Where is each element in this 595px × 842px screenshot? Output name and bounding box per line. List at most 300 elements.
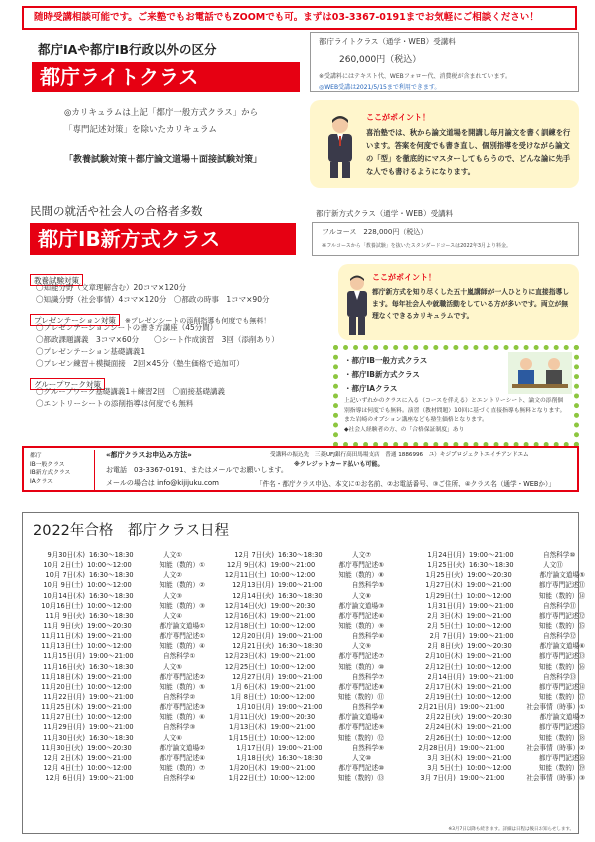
schedule-time: 10:00～12:00 bbox=[87, 763, 132, 772]
schedule-subject: 都庁論文道場⑦ bbox=[539, 713, 585, 722]
schedule-subject: 人文⑨ bbox=[352, 642, 372, 651]
schedule-row bbox=[375, 601, 585, 611]
schedule-row bbox=[184, 753, 384, 763]
schedule-subject: 知能（数的）⑤ bbox=[159, 682, 205, 691]
schedule-row bbox=[184, 550, 384, 560]
apply-tel: お電話 03-3367-0191、またはメールでお願いします。 bbox=[106, 466, 288, 474]
schedule-row bbox=[184, 672, 384, 682]
schedule-time: 19:00～21:00 bbox=[89, 652, 134, 661]
schedule-subject: 自然科学⑬ bbox=[543, 672, 576, 681]
schedule-date: 2月19日(土) bbox=[425, 692, 463, 701]
schedule-date: 1月22日(土) bbox=[228, 774, 267, 783]
apply-bank: 受講料の振込先 三菱UFJ銀行高田馬場支店 普通 1886996 ユ）キジプロジェクトエイチアンドエム bbox=[270, 452, 529, 458]
schedule-date: 3月 7日(月) bbox=[420, 774, 456, 783]
benefit-note: 上記いずれかのクラスに入る（コースを伴える）とエントリーシート、論文の添削個 bbox=[344, 398, 564, 404]
schedule-time: 10:00～12:00 bbox=[87, 581, 132, 590]
schedule-time: 19:00～21:00 bbox=[277, 703, 323, 712]
apply-class-list bbox=[30, 452, 70, 486]
schedule-time: 10:00～12:00 bbox=[270, 692, 315, 701]
schedule-date: 1月 6日(木) bbox=[231, 682, 267, 691]
schedule-row bbox=[375, 641, 585, 651]
schedule-time: 19:00～21:00 bbox=[270, 763, 316, 772]
schedule-date: 1月31日(月) bbox=[427, 601, 465, 610]
schedule-subject: 知能（数的）② bbox=[159, 581, 205, 590]
schedule-row bbox=[375, 651, 585, 661]
schedule-column bbox=[375, 550, 585, 783]
schedule-row bbox=[375, 692, 585, 702]
schedule-date: 1月18日(火) bbox=[236, 753, 274, 762]
schedule-date: 12月 7日(火) bbox=[234, 551, 274, 559]
schedule-row bbox=[0, 702, 205, 712]
new-course-curriculum bbox=[30, 268, 330, 410]
schedule-row bbox=[375, 662, 585, 672]
schedule-date: 2月 3日(木) bbox=[427, 611, 463, 620]
schedule-subject: 都庁専門記述⑫ bbox=[538, 611, 585, 620]
schedule-subject: 自然科学② bbox=[163, 692, 196, 701]
schedule-column bbox=[0, 550, 205, 783]
schedule-date: 1月17日(月) bbox=[236, 743, 274, 752]
schedule-time: 19:00～21:00 bbox=[89, 692, 134, 701]
schedule-time: 16:30～18:30 bbox=[89, 551, 134, 559]
schedule-title: 2022年合格 都庁クラス日程 bbox=[33, 523, 229, 539]
schedule-row bbox=[375, 682, 585, 692]
schedule-row bbox=[184, 773, 384, 783]
schedule-row bbox=[375, 570, 585, 580]
schedule-date: 10月 7日(木) bbox=[45, 571, 85, 580]
schedule-row bbox=[375, 580, 585, 590]
schedule-row bbox=[375, 621, 585, 631]
schedule-row bbox=[0, 712, 205, 722]
schedule-date: 2月24日(木) bbox=[425, 723, 463, 732]
schedule-subject: 知能（数的）① bbox=[159, 561, 205, 570]
application-box bbox=[22, 446, 579, 492]
schedule-subject: 自然科学⑧ bbox=[351, 703, 384, 712]
schedule-subject: 都庁論文道場① bbox=[159, 621, 205, 630]
schedule-date: 12月13日(月) bbox=[232, 581, 274, 590]
schedule-time: 19:00～21:00 bbox=[466, 682, 512, 691]
schedule-time: 10:00～12:00 bbox=[466, 591, 512, 600]
schedule-subject: 都庁専門記述③ bbox=[159, 703, 205, 712]
schedule-subject: 知能（数的）④ bbox=[159, 642, 205, 651]
light-course-heading: 都庁ⅠAや都庁ⅠB行政以外の区分 bbox=[38, 42, 217, 57]
curriculum-line: 〇エントリーシートの添削指導は何度でも無料 bbox=[36, 399, 194, 408]
schedule-time: 19:00～20:30 bbox=[87, 621, 132, 630]
schedule-date: 2月 8日(火) bbox=[427, 642, 464, 651]
schedule-time: 19:00～21:00 bbox=[270, 652, 316, 661]
light-fee-note: ※受講料にはテキスト代、WEBフォロー代、消費税が含まれています。 bbox=[319, 73, 511, 80]
benefits-box bbox=[333, 345, 579, 447]
light-point-box bbox=[310, 100, 579, 188]
schedule-date: 12月21日(火) bbox=[232, 642, 274, 651]
schedule-subject: 人文⑪ bbox=[543, 561, 563, 570]
schedule-time: 19:00～21:00 bbox=[459, 743, 505, 752]
schedule-date: 1月20日(木) bbox=[229, 763, 267, 772]
schedule-time: 19:00～20:30 bbox=[270, 601, 316, 610]
schedule-subject: 知能（数的）⑫ bbox=[337, 733, 384, 742]
schedule-subject: 都庁専門記述⑧ bbox=[338, 682, 384, 691]
schedule-subject: 自然科学⑥ bbox=[351, 632, 384, 641]
schedule-row bbox=[375, 773, 585, 783]
schedule-subject: 自然科学⑤ bbox=[351, 581, 384, 590]
schedule-row bbox=[375, 672, 585, 682]
schedule-date: 12月16日(木) bbox=[224, 611, 267, 620]
schedule-subject: 社会事情（時事）③ bbox=[526, 774, 585, 783]
schedule-date: 11月20日(土) bbox=[41, 682, 84, 691]
schedule-subject: 人文⑩ bbox=[352, 753, 372, 762]
schedule-date: 12月23日(木) bbox=[224, 652, 267, 661]
apply-title: «都庁クラスお申込み方法» bbox=[106, 451, 192, 459]
schedule-date: 2月 7日(月) bbox=[429, 632, 465, 641]
schedule-date: 11月15日(月) bbox=[43, 652, 85, 661]
schedule-date: 10月 2日(土) bbox=[43, 561, 84, 570]
schedule-date: 1月24日(月) bbox=[427, 551, 465, 559]
schedule-date: 12月 9日(木) bbox=[226, 561, 267, 570]
schedule-subject: 自然科学④ bbox=[163, 774, 196, 783]
apply-credit: ※クレジットカード払いも可能。 bbox=[294, 461, 384, 468]
schedule-subject: 知能（数的）⑮ bbox=[538, 621, 585, 630]
schedule-row bbox=[375, 560, 585, 570]
schedule-row bbox=[0, 743, 205, 753]
schedule-subject: 知能（数的）⑨ bbox=[338, 621, 384, 630]
schedule-subject: 都庁専門記述⑯ bbox=[538, 753, 585, 762]
schedule-subject: 自然科学⑦ bbox=[351, 672, 384, 681]
schedule-time: 16:30～18:30 bbox=[89, 591, 134, 600]
schedule-row bbox=[184, 601, 384, 611]
schedule-time: 16:30～18:30 bbox=[278, 591, 323, 600]
schedule-date: 10月14日(木) bbox=[43, 591, 85, 600]
schedule-subject: 都庁論文道場⑥ bbox=[539, 642, 585, 651]
schedule-subject: 都庁専門記述⑦ bbox=[338, 652, 384, 661]
schedule-date: 2月17日(木) bbox=[425, 682, 463, 691]
schedule-row bbox=[184, 570, 384, 580]
schedule-date: 1月29日(土) bbox=[425, 591, 463, 600]
schedule-date: 1月11日(火) bbox=[229, 713, 267, 722]
top-banner: 随時受講相談可能です。ご来塾でもお電話でもZOOMでも可。まずは03-3367-0191までお気軽にご相談ください！ bbox=[22, 6, 577, 30]
schedule-subject: 都庁専門記述⑩ bbox=[338, 763, 384, 772]
schedule-row bbox=[375, 743, 585, 753]
schedule-time: 10:00～12:00 bbox=[270, 662, 316, 671]
new-point-title: ここがポイント！ bbox=[372, 273, 436, 282]
schedule-row bbox=[0, 550, 205, 560]
schedule-row bbox=[184, 591, 384, 601]
schedule-time: 10:00～12:00 bbox=[270, 571, 316, 580]
schedule-row bbox=[184, 712, 384, 722]
schedule-row bbox=[0, 662, 205, 672]
schedule-row bbox=[0, 631, 205, 641]
schedule-row bbox=[375, 712, 585, 722]
schedule-row bbox=[375, 702, 585, 712]
schedule-subject: 知能（数的）⑦ bbox=[159, 763, 205, 772]
schedule-time: 19:00～21:00 bbox=[89, 774, 134, 783]
schedule-time: 19:00～21:00 bbox=[466, 723, 512, 732]
new-fee-amount: フルコース 228,000円（税込） bbox=[322, 228, 428, 236]
schedule-row bbox=[0, 753, 205, 763]
schedule-date: 10月16日(土) bbox=[41, 601, 84, 610]
schedule-date: 11月16日(火) bbox=[43, 662, 85, 671]
schedule-date: 1月25日(火) bbox=[427, 561, 465, 570]
schedule-date: 1月 8日(土) bbox=[230, 692, 267, 701]
schedule-row bbox=[0, 773, 205, 783]
schedule-date: 11月25日(木) bbox=[41, 703, 84, 712]
schedule-time: 10:00～12:00 bbox=[87, 601, 132, 610]
schedule-subject: 社会事情（時事）② bbox=[526, 743, 585, 752]
schedule-subject: 人文⑤ bbox=[163, 662, 183, 671]
schedule-subject: 知能（数的）⑰ bbox=[538, 692, 585, 701]
schedule-time: 19:00～21:00 bbox=[89, 723, 134, 732]
schedule-time: 19:00～21:00 bbox=[469, 551, 514, 559]
schedule-subject: 都庁論文道場② bbox=[159, 743, 205, 752]
new-fee-box bbox=[312, 208, 579, 256]
schedule-date: 12月 4日(土) bbox=[43, 763, 84, 772]
schedule-date: 11月29日(月) bbox=[43, 723, 85, 732]
schedule-time: 19:00～21:00 bbox=[277, 632, 323, 641]
light-web-note: ◎WEB受講は2021/5/15まで利用できます。 bbox=[319, 84, 441, 91]
schedule-subject: 社会事情（時事）① bbox=[526, 703, 585, 712]
teacher-illustration-icon bbox=[320, 114, 360, 180]
schedule-row bbox=[184, 702, 384, 712]
schedule-time: 19:00～21:00 bbox=[270, 561, 316, 570]
schedule-time: 10:00～12:00 bbox=[466, 763, 512, 772]
schedule-time: 19:00～20:30 bbox=[467, 571, 512, 580]
schedule-subject: 知能（数的）⑲ bbox=[538, 763, 585, 772]
apply-class-line: ⅠAクラス bbox=[30, 478, 53, 485]
schedule-date: 2月28日(月) bbox=[418, 743, 456, 752]
light-point-text: 喜治塾では、秋から論文道場を開講し毎月論文を書く訓練を行います。答案を何度でも書き直し、個別指導を受けながら論文の「型」を徹底的にマスターしてもらうので、どんな論に先手な人でも書けるようになります。 bbox=[366, 128, 571, 176]
schedule-footnote: ※3月7日以降も続きます。詳細は日程は後日お知らせします。 bbox=[448, 827, 574, 832]
schedule-subject: 知能（数的）⑯ bbox=[538, 662, 585, 671]
schedule-date: 11月18日(木) bbox=[41, 672, 84, 681]
schedule-time: 19:00～21:00 bbox=[466, 581, 512, 590]
schedule-row bbox=[0, 621, 205, 631]
schedule-time: 19:00～20:30 bbox=[87, 743, 132, 752]
schedule-row bbox=[184, 733, 384, 743]
schedule-time: 19:00～21:00 bbox=[277, 581, 323, 590]
schedule-time: 16:30～18:30 bbox=[89, 611, 134, 620]
schedule-row bbox=[184, 763, 384, 773]
light-course-banner: 都庁ライトクラス bbox=[32, 62, 300, 92]
schedule-subject: 人文⑦ bbox=[352, 551, 372, 559]
schedule-subject: 都庁専門記述⑭ bbox=[538, 682, 585, 691]
schedule-row bbox=[0, 641, 205, 651]
schedule-date: 11月13日(土) bbox=[41, 642, 84, 651]
schedule-time: 16:30～18:30 bbox=[89, 571, 134, 580]
schedule-time: 19:00～20:30 bbox=[467, 713, 512, 722]
schedule-row bbox=[0, 692, 205, 702]
schedule-date: 3月 5日(土) bbox=[427, 763, 463, 772]
schedule-subject: 自然科学⑨ bbox=[351, 743, 384, 752]
schedule-subject: 自然科学⑫ bbox=[543, 632, 576, 641]
schedule-time: 19:00～21:00 bbox=[270, 723, 316, 732]
schedule-subject: 人文⑥ bbox=[163, 733, 183, 742]
schedule-time: 19:00～21:00 bbox=[277, 743, 323, 752]
light-fee-amount: 260,000円（税込） bbox=[339, 55, 422, 65]
schedule-time: 19:00～21:00 bbox=[277, 672, 323, 681]
schedule-time: 16:30～18:30 bbox=[278, 551, 323, 559]
presentation-note: ※プレゼンシートの添削指導も何度でも無料！ bbox=[125, 317, 271, 325]
schedule-row bbox=[375, 611, 585, 621]
curriculum-line: 〇グループワーク基礎講義1＋練習2回 〇面接基礎講義 bbox=[36, 387, 225, 396]
schedule-row bbox=[184, 611, 384, 621]
curriculum-line: 〇プレゼン練習＋模擬面接 2回×45分（塾生価格で追加可） bbox=[36, 359, 244, 368]
schedule-time: 19:00～21:00 bbox=[270, 611, 316, 620]
schedule-row bbox=[0, 651, 205, 661]
schedule-row bbox=[184, 641, 384, 651]
schedule-time: 16:30～18:30 bbox=[278, 642, 323, 651]
schedule-time: 19:00～21:00 bbox=[469, 672, 514, 681]
schedule-subject: 自然科学⑪ bbox=[543, 601, 576, 610]
apply-class-line: ⅠB一般クラス bbox=[30, 461, 65, 468]
schedule-date: 2月14日(月) bbox=[427, 672, 465, 681]
schedule-subject: 都庁専門記述④ bbox=[159, 753, 205, 762]
curriculum-line: 〇知能分野（文章理解含む）20コマ×120分 bbox=[36, 283, 187, 292]
schedule-time: 16:30～18:30 bbox=[89, 662, 134, 671]
curriculum-line: 〇プレゼンテーションシートの書き方講座（45分間） bbox=[36, 323, 218, 332]
benefit-note: ◆社会人経験者の方、の「合格保証制度」あり bbox=[344, 426, 465, 433]
benefit-class-item: ・都庁ⅠB新方式クラス bbox=[344, 370, 420, 379]
schedule-row bbox=[375, 753, 585, 763]
schedule-date: 10月 9日(土) bbox=[43, 581, 84, 590]
schedule-subject: 都庁専門記述⑤ bbox=[338, 561, 384, 570]
schedule-date: 9月30日(木) bbox=[47, 551, 85, 559]
apply-class-line: ⅠB新方式クラス bbox=[30, 470, 71, 476]
schedule-row bbox=[0, 580, 205, 590]
schedule-subject: 都庁専門記述⑬ bbox=[538, 652, 585, 661]
schedule-box bbox=[22, 512, 585, 834]
schedule-time: 10:00～12:00 bbox=[466, 733, 512, 742]
schedule-date: 1月25日(火) bbox=[425, 571, 464, 580]
curriculum-line: 〇都政課題講義 3コマ×60分 〇シート作成演習 3回（添削あり） bbox=[36, 335, 279, 344]
light-fee-box bbox=[310, 32, 579, 92]
schedule-time: 16:30～18:30 bbox=[278, 753, 323, 762]
schedule-date: 2月22日(火) bbox=[425, 713, 464, 722]
schedule-time: 19:00～20:30 bbox=[467, 642, 512, 651]
schedule-subject: 知能（数的）⑪ bbox=[337, 692, 384, 701]
benefit-note: また岩崎のオプション講座なども塾生価格となります。 bbox=[344, 417, 488, 423]
schedule-subject: 人文② bbox=[163, 571, 183, 580]
schedule-date: 11月30日(火) bbox=[43, 733, 85, 742]
schedule-subject: 都庁論文道場④ bbox=[338, 713, 384, 722]
schedule-time: 19:00～20:30 bbox=[270, 713, 316, 722]
schedule-time: 10:00～12:00 bbox=[87, 682, 132, 691]
light-desc-3: 「教養試験対策＋都庁論文道場＋面接試験対策」 bbox=[64, 155, 263, 165]
schedule-subject: 都庁論文道場⑤ bbox=[539, 571, 585, 580]
schedule-time: 10:00～12:00 bbox=[466, 662, 512, 671]
new-fee-label: 都庁新方式クラス（通学・WEB）受講料 bbox=[316, 209, 454, 218]
schedule-row bbox=[0, 611, 205, 621]
schedule-date: 12月 6日(月) bbox=[45, 774, 85, 783]
schedule-time: 10:00～12:00 bbox=[87, 561, 132, 570]
benefit-class-item: ・都庁ⅠB一般方式クラス bbox=[344, 356, 428, 365]
schedule-date: 12月18日(土) bbox=[224, 621, 267, 630]
curriculum-line: 〇知識分野（社会事情）4コマ×120分 〇都政の時事 1コマ×90分 bbox=[36, 295, 270, 304]
schedule-subject: 人文③ bbox=[163, 591, 183, 600]
apply-class-line: 都庁 bbox=[30, 453, 42, 459]
teacher-illustration-icon bbox=[344, 274, 370, 336]
schedule-row bbox=[184, 580, 384, 590]
apply-mail: メールの場合は info@kijijuku.com bbox=[106, 479, 219, 487]
schedule-subject: 知能（数的）⑧ bbox=[338, 571, 384, 580]
schedule-row bbox=[0, 733, 205, 743]
schedule-time: 10:00～12:00 bbox=[270, 733, 315, 742]
schedule-time: 10:00～12:00 bbox=[87, 713, 132, 722]
new-course-heading: 民間の就活や社会人の合格者多数 bbox=[30, 204, 203, 218]
schedule-column bbox=[184, 550, 384, 783]
schedule-subject: 都庁専門記述⑮ bbox=[538, 723, 585, 732]
schedule-row bbox=[0, 591, 205, 601]
schedule-subject: 都庁専門記述① bbox=[159, 632, 205, 641]
schedule-date: 2月12日(土) bbox=[425, 662, 463, 671]
schedule-date: 11月 9日(火) bbox=[43, 621, 84, 630]
new-fee-note: ※フルコースから「教養試験」を抜いたスタンダードコースは2022年3月より料金。 bbox=[322, 243, 511, 249]
schedule-date: 1月10日(月) bbox=[236, 703, 274, 712]
apply-subject: 「件名・都庁クラス申込、本文に①お名前、②お電話番号、③ご住所、④クラス名（通学・WEBか）」 bbox=[256, 480, 555, 488]
schedule-date: 12月14日(火) bbox=[224, 601, 267, 610]
schedule-subject: 知能（数的）⑩ bbox=[338, 662, 384, 671]
schedule-time: 10:00～12:00 bbox=[270, 774, 315, 783]
schedule-subject: 知能（数的）⑭ bbox=[538, 591, 585, 600]
schedule-row bbox=[184, 560, 384, 570]
schedule-row bbox=[375, 591, 585, 601]
schedule-date: 11月22日(月) bbox=[43, 692, 85, 701]
schedule-time: 10:00～12:00 bbox=[87, 642, 132, 651]
schedule-date: 2月10日(木) bbox=[425, 652, 463, 661]
schedule-time: 19:00～21:00 bbox=[87, 753, 132, 762]
schedule-row bbox=[375, 550, 585, 560]
schedule-date: 1月27日(木) bbox=[425, 581, 463, 590]
schedule-date: 12月14日(火) bbox=[232, 591, 274, 600]
schedule-date: 1月15日(土) bbox=[228, 733, 267, 742]
schedule-row bbox=[184, 651, 384, 661]
schedule-time: 10:00～12:00 bbox=[466, 621, 512, 630]
schedule-row bbox=[0, 722, 205, 732]
schedule-row bbox=[184, 682, 384, 692]
schedule-subject: 都庁専門記述⑪ bbox=[538, 581, 585, 590]
schedule-subject: 人文④ bbox=[163, 611, 183, 620]
schedule-date: 11月 9日(火) bbox=[45, 611, 85, 620]
schedule-subject: 知能（数的）⑱ bbox=[538, 733, 585, 742]
schedule-time: 19:00～21:00 bbox=[87, 632, 132, 641]
new-point-box bbox=[338, 264, 579, 340]
schedule-row bbox=[0, 763, 205, 773]
light-desc-1: ◎カリキュラムは上記「都庁一般方式クラス」から bbox=[64, 108, 259, 118]
schedule-subject: 知能（数的）⑬ bbox=[337, 774, 384, 783]
schedule-date: 11月30日(火) bbox=[41, 743, 84, 752]
schedule-row bbox=[184, 692, 384, 702]
schedule-date: 2月26日(土) bbox=[425, 733, 463, 742]
schedule-row bbox=[375, 722, 585, 732]
schedule-subject: 知能（数的）⑥ bbox=[159, 713, 205, 722]
section-tag-groupwork: グループワーク対策 bbox=[30, 378, 105, 390]
schedule-date: 12月27日(月) bbox=[232, 672, 274, 681]
schedule-row bbox=[375, 763, 585, 773]
schedule-subject: 自然科学① bbox=[163, 652, 196, 661]
schedule-subject: 人文① bbox=[163, 551, 183, 559]
schedule-row bbox=[0, 682, 205, 692]
schedule-row bbox=[184, 631, 384, 641]
schedule-subject: 都庁専門記述⑥ bbox=[338, 611, 384, 620]
schedule-date: 11月27日(土) bbox=[41, 713, 84, 722]
schedule-date: 12月 2日(木) bbox=[43, 753, 84, 762]
study-illustration-icon bbox=[508, 352, 572, 394]
schedule-date: 12月11日(土) bbox=[224, 571, 267, 580]
schedule-time: 16:30～18:30 bbox=[89, 733, 134, 742]
schedule-time: 19:00～21:00 bbox=[466, 611, 512, 620]
schedule-date: 2月 5日(土) bbox=[427, 621, 463, 630]
schedule-time: 10:00～12:00 bbox=[270, 621, 316, 630]
schedule-subject: 都庁論文道場③ bbox=[338, 601, 384, 610]
schedule-row bbox=[184, 722, 384, 732]
schedule-subject: 自然科学⑩ bbox=[543, 551, 576, 559]
